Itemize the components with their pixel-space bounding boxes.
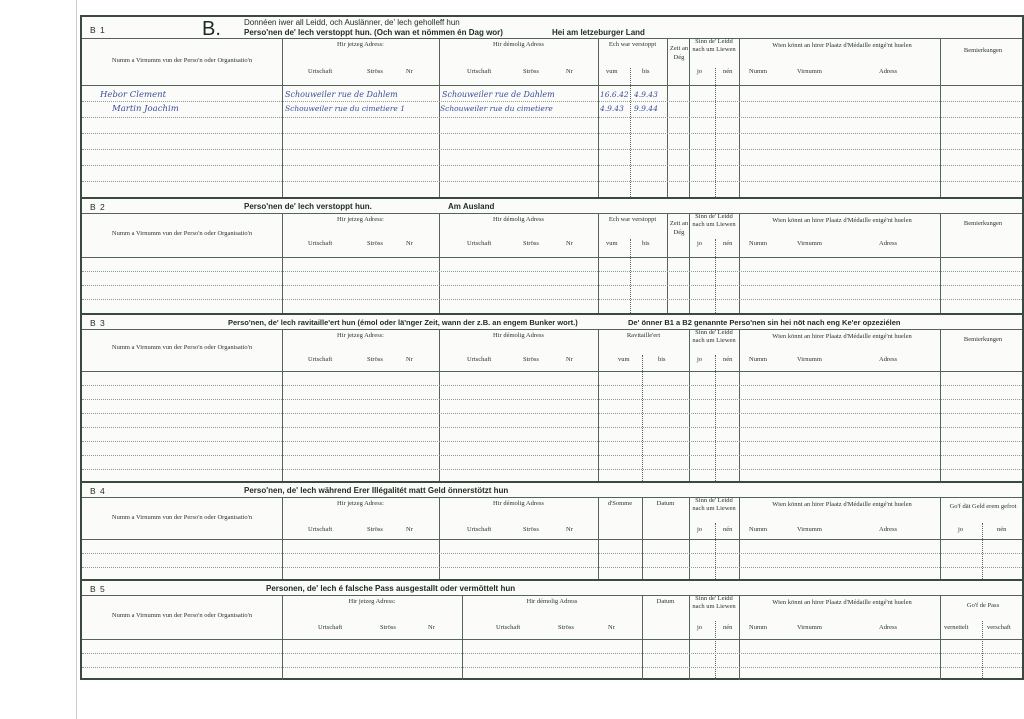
col-medal-firstname: Virnumm xyxy=(797,68,822,75)
entry-current-address: Schouweiler rue du cimetiere 1 xyxy=(285,104,406,113)
entry-to: 9.9.44 xyxy=(634,104,658,113)
col-hidden-header: Ech war verstoppt xyxy=(608,216,657,223)
col-from: vum xyxy=(618,356,630,363)
section-b1 xyxy=(82,17,1022,197)
col-name-header: Numm a Virnumm vun der Perso'n oder Organisatio'n xyxy=(111,344,253,351)
section-id: B 4 xyxy=(90,486,106,496)
col-medal-name: Numm xyxy=(749,526,768,533)
entry-former-address: Schouweiler rue du cimetiere xyxy=(440,104,553,113)
section-title-tail: Am Ausland xyxy=(448,202,495,211)
col-town: Urtschaft xyxy=(496,624,521,631)
col-date-header: Datum xyxy=(656,598,675,605)
section-id: B 1 xyxy=(90,25,106,35)
form-sheet xyxy=(80,15,1024,680)
col-time-header: Zeit an Dég xyxy=(669,220,689,237)
col-yes: jo xyxy=(697,240,703,247)
col-handed-over: verschaft xyxy=(987,624,1011,631)
col-name-header: Numm a Virnumm vun der Perso'n oder Organisatio'n xyxy=(111,612,253,619)
col-nr: Nr xyxy=(406,240,413,247)
col-street: Ströss xyxy=(367,526,383,533)
col-alive-header: Sinn de' Leidd nach um Liewen xyxy=(692,213,736,228)
section-title: Personen, de' lech é falsche Pass ausgestallt oder vermöttelt hun xyxy=(266,584,516,593)
col-medal-address: Adress xyxy=(879,356,898,363)
col-from: vum xyxy=(606,68,618,75)
entry-to: 4.9.43 xyxy=(634,90,658,99)
col-former-address-header: Hir démolig Adress xyxy=(526,598,578,605)
section-subtitle-tail: Hei am letzeburger Land xyxy=(552,28,645,37)
col-street: Ströss xyxy=(523,68,539,75)
col-current-address-header: Hir jetzeg Adress: xyxy=(337,41,384,48)
col-passes-header: Go'f de Pass xyxy=(966,602,1000,609)
section-id: B 5 xyxy=(90,584,106,594)
section-id: B 3 xyxy=(90,318,106,328)
col-medal-firstname: Virnumm xyxy=(797,356,822,363)
col-from: vum xyxy=(606,240,618,247)
col-medal-header: Wien könnt an hirer Plaatz d'Médaille entgé'nt huelen xyxy=(772,599,912,606)
col-street: Ströss xyxy=(523,240,539,247)
col-medal-firstname: Virnumm xyxy=(797,526,822,533)
col-current-address-header: Hir jetzeg Adress: xyxy=(337,216,384,223)
col-nr: Nr xyxy=(566,240,573,247)
col-town: Urtschaft xyxy=(467,240,492,247)
entry-name: Hebor Clement xyxy=(100,90,166,100)
col-medal-name: Numm xyxy=(749,68,768,75)
col-sum-header: d'Somme xyxy=(607,500,633,507)
col-medal-header: Wien könnt an hirer Plaatz d'Médaille entgé'nt huelen xyxy=(772,333,912,340)
col-street: Ströss xyxy=(558,624,574,631)
col-current-address-header: Hir jetzeg Adress: xyxy=(348,598,396,605)
section-title: Perso'nen de' lech verstoppt hun. xyxy=(244,202,372,211)
col-date-header: Datum xyxy=(656,500,675,507)
col-alive-header: Sinn de' Leidd nach um Liewen xyxy=(692,497,736,512)
col-nr: Nr xyxy=(406,68,413,75)
col-nr: Nr xyxy=(566,68,573,75)
col-street: Ströss xyxy=(523,356,539,363)
col-no: nén xyxy=(723,356,733,363)
col-remarks-header: Bemierkungen xyxy=(963,220,1003,227)
col-medal-name: Numm xyxy=(749,356,768,363)
col-town: Urtschaft xyxy=(467,356,492,363)
col-nr: Nr xyxy=(608,624,615,631)
col-nr: Nr xyxy=(406,356,413,363)
col-yes: jo xyxy=(697,526,703,533)
col-street: Ströss xyxy=(367,240,383,247)
col-street: Ströss xyxy=(380,624,396,631)
col-no: nén xyxy=(997,526,1007,533)
form-letter: B. xyxy=(202,18,221,40)
col-name-header: Numm a Virnumm vun der Perso'n oder Organisatio'n xyxy=(111,230,253,237)
table-b2 xyxy=(82,213,1022,313)
col-town: Urtschaft xyxy=(308,68,333,75)
col-medal-address: Adress xyxy=(879,240,898,247)
col-no: nén xyxy=(723,240,733,247)
section-subtitle: Perso'nen de' lech verstoppt hun. (Och wan et nömmen én Dag wor) xyxy=(244,28,503,37)
col-alive-header: Sinn de' Leidd nach um Liewen xyxy=(692,595,736,610)
entry-name: Martin Joachim xyxy=(112,104,179,114)
col-yes: jo xyxy=(697,68,703,75)
col-to: bis xyxy=(642,68,650,75)
col-to: bis xyxy=(658,356,666,363)
col-yes: jo xyxy=(958,526,964,533)
col-time-header: Zeit an Dég xyxy=(669,45,689,62)
col-yes: jo xyxy=(697,624,703,631)
col-no: nén xyxy=(723,624,733,631)
col-to: bis xyxy=(642,240,650,247)
col-current-address-header: Hir jetzeg Adress: xyxy=(337,500,384,507)
col-former-address-header: Hir démolig Adress xyxy=(493,332,544,339)
col-alive-header: Sinn de' Leidd nach um Liewen xyxy=(692,329,736,344)
col-hidden-header: Ech war verstoppt xyxy=(608,41,657,48)
entry-former-address: Schouweiler rue de Dahlem xyxy=(442,90,555,99)
col-town: Urtschaft xyxy=(308,526,333,533)
col-remarks-header: Bemierkungen xyxy=(963,336,1003,343)
section-b2 xyxy=(82,197,1022,313)
section-b4 xyxy=(82,481,1022,579)
col-medal-address: Adress xyxy=(879,624,898,631)
col-nr: Nr xyxy=(566,526,573,533)
section-b5 xyxy=(82,579,1022,680)
col-remarks-header: Bemierkungen xyxy=(963,47,1003,54)
col-supplied-header: Ravitaille'ert xyxy=(626,332,661,339)
entry-from: 16.6.42 xyxy=(600,90,629,99)
col-medal-firstname: Virnumm xyxy=(797,624,822,631)
col-town: Urtschaft xyxy=(318,624,343,631)
col-money-returned-header: Go'f dät Geld erem gefrot xyxy=(949,503,1017,510)
col-medal-name: Numm xyxy=(749,624,768,631)
col-yes: jo xyxy=(697,356,703,363)
col-alive-header: Sinn de' Leidd nach um Liewen xyxy=(692,38,736,53)
section-id: B 2 xyxy=(90,202,106,212)
col-nr: Nr xyxy=(566,356,573,363)
col-town: Urtschaft xyxy=(467,68,492,75)
col-street: Ströss xyxy=(367,356,383,363)
col-medal-address: Adress xyxy=(879,68,898,75)
binding-fold-line xyxy=(76,0,77,719)
col-town: Urtschaft xyxy=(467,526,492,533)
table-b3 xyxy=(82,329,1022,481)
col-town: Urtschaft xyxy=(308,356,333,363)
col-medal-name: Numm xyxy=(749,240,768,247)
section-title-tail: De' önner B1 a B2 genannte Perso'nen sin hei nöt nach eng Ke'er opzeziélen xyxy=(628,318,901,327)
section-b3 xyxy=(82,313,1022,481)
col-street: Ströss xyxy=(523,526,539,533)
col-current-address-header: Hir jetzeg Adress: xyxy=(337,332,384,339)
col-name-header: Numm a Virnumm vun der Perso'n oder Organisatio'n xyxy=(111,57,253,64)
col-no: nén xyxy=(723,526,733,533)
section-title: Perso'nen, de' lech ravitaille'ert hun (émol oder lä'nger Zeit, wann der z.B. an engem Bunker wort.) xyxy=(228,318,578,327)
section-title: Perso'nen, de' lech während Erer Illégalitét matt Geld önnerstötzt hun xyxy=(244,486,509,495)
col-medal-address: Adress xyxy=(879,526,898,533)
col-former-address-header: Hir démolig Adress xyxy=(493,216,544,223)
col-medal-header: Wien könnt an hirer Plaatz d'Médaille entgé'nt huelen xyxy=(772,217,912,224)
col-medal-header: Wien könnt an hirer Plaatz d'Médaille entgé'nt huelen xyxy=(772,42,912,49)
col-former-address-header: Hir démolig Adress xyxy=(493,41,544,48)
entry-from: 4.9.43 xyxy=(600,104,624,113)
col-nr: Nr xyxy=(406,526,413,533)
col-former-address-header: Hir démolig Adress xyxy=(493,500,544,507)
entry-current-address: Schouweiler rue de Dahlem xyxy=(285,90,398,99)
section-title: Donnéen iwer all Leidd, och Auslänner, de' lech geholleff hun xyxy=(244,18,460,27)
col-destroyed: vernettelt xyxy=(944,624,969,631)
col-name-header: Numm a Virnumm vun der Perso'n oder Organisatio'n xyxy=(111,514,253,521)
col-town: Urtschaft xyxy=(308,240,333,247)
col-nr: Nr xyxy=(428,624,435,631)
col-medal-firstname: Virnumm xyxy=(797,240,822,247)
col-no: nén xyxy=(723,68,733,75)
col-medal-header: Wien könnt an hirer Plaatz d'Médaille entgé'nt huelen xyxy=(772,501,912,508)
col-street: Ströss xyxy=(367,68,383,75)
